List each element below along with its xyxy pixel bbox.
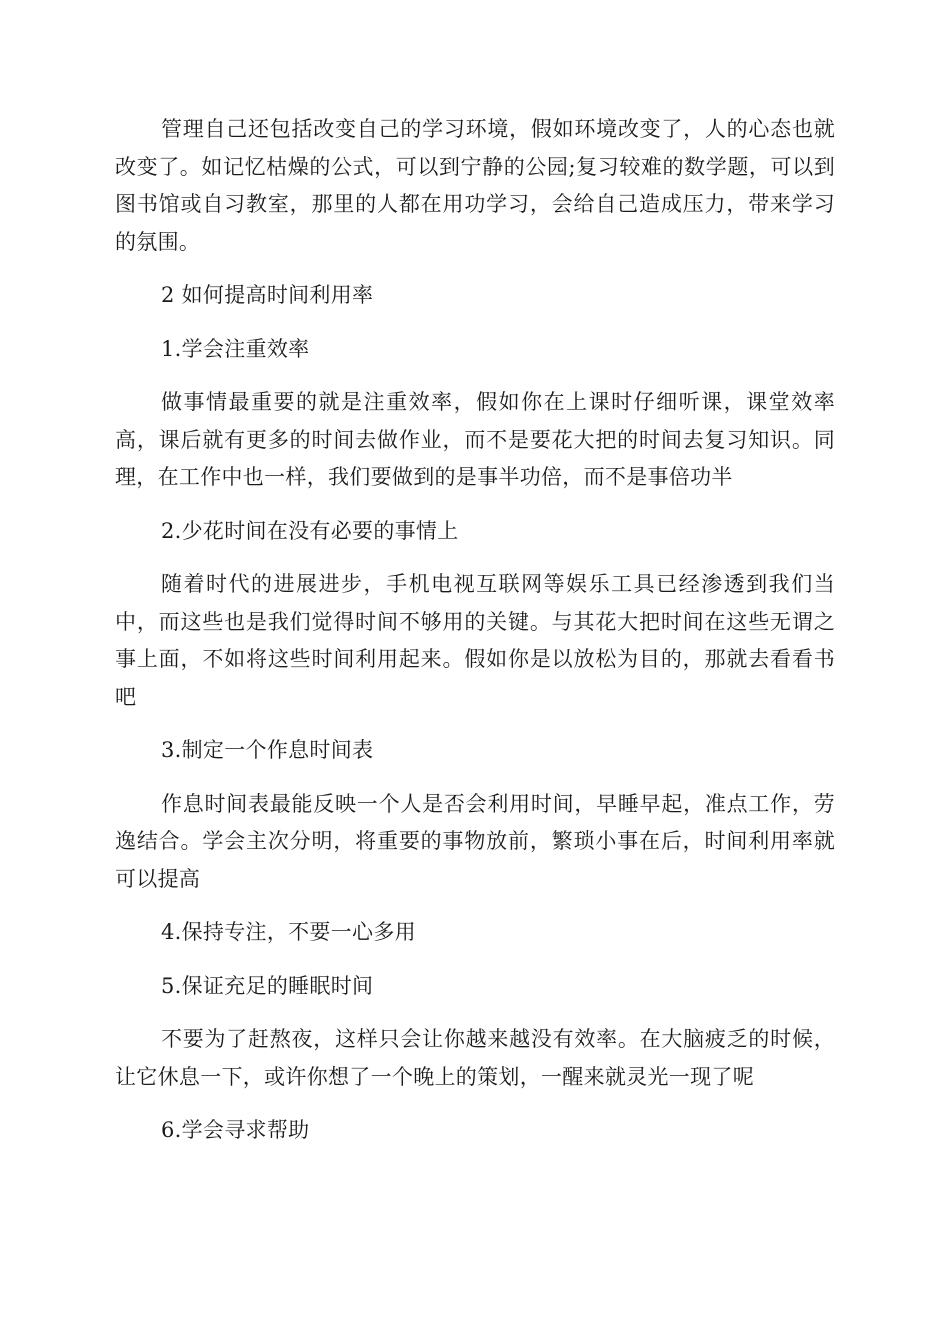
item-heading-focus: 4.保持专注，不要一心多用 bbox=[161, 920, 416, 944]
paragraph-study-environment: 管理自己还包括改变自己的学习环境，假如环境改变了，人的心态也就改变了。如记忆枯燥的公式，可以到宁静的公园;复习较难的数学题，可以到图书馆或自习教室，那里的人都在用功学习，会给自己造成压力，带来学习的氛围。 bbox=[115, 117, 835, 254]
item-heading-less-time-unnecessary: 2.少花时间在没有必要的事情上 bbox=[161, 518, 459, 543]
section-heading-time-utilization: 2 如何提高时间利用率 bbox=[161, 283, 374, 307]
item-heading-efficiency: 1.学会注重效率 bbox=[161, 336, 310, 361]
paragraph-sleep: 不要为了赶熬夜，这样只会让你越来越没有效率。在大脑疲乏的时候，让它休息一下，或许你想了一个晚上的策划，一醒来就灵光一现了呢 bbox=[115, 1027, 835, 1089]
item-heading-schedule: 3.制定一个作息时间表 bbox=[161, 738, 374, 762]
paragraph-less-time-unnecessary: 随着时代的进展进步，手机电视互联网等娱乐工具已经渗透到我们当中，而这些也是我们觉得时间不够用的关键。与其花大把时间在这些无谓之事上面，不如将这些时间利用起来。假如你是以放松为目的，那就去看看书吧 bbox=[115, 572, 835, 709]
paragraph-efficiency: 做事情最重要的就是注重效率，假如你在上课时仔细听课，课堂效率高，课后就有更多的时间去做作业，而不是要花大把的时间去复习知识。同理，在工作中也一样，我们要做到的是事半功倍，而不是事倍功半 bbox=[115, 390, 835, 489]
paragraph-schedule: 作息时间表最能反映一个人是否会利用时间，早睡早起，准点工作，劳逸结合。学会主次分明，将重要的事物放前，繁琐小事在后，时间利用率就可以提高 bbox=[115, 791, 835, 891]
item-heading-seek-help: 6.学会寻求帮助 bbox=[161, 1118, 310, 1142]
document-body bbox=[115, 111, 835, 1166]
item-heading-sleep: 5.保证充足的睡眠时间 bbox=[161, 973, 374, 998]
